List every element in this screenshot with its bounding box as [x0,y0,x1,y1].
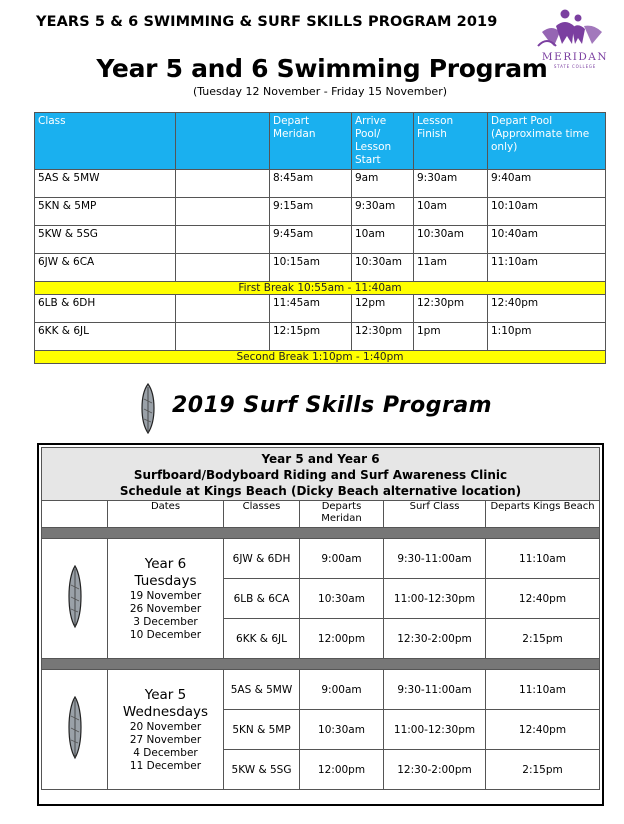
group-date: 11 December [129,759,202,772]
cell-lesson-finish: 11am [414,254,488,282]
cell-departs-meridan: 12:00pm [300,750,384,790]
cell-depart-pool: 1:10pm [488,323,606,351]
separator-bar [42,659,600,670]
cell-depart-meridan: 8:45am [270,170,352,198]
group-year: Year 6 [144,555,187,572]
cell-depart-meridan: 10:15am [270,254,352,282]
table-row [35,295,606,323]
cell-departs-meridan: 10:30am [300,710,384,750]
cell-classes: 5AS & 5MW [224,670,300,710]
cell-surf-class: 12:30-2:00pm [384,619,486,659]
swimming-schedule-table [34,112,606,364]
cell-arrive-pool: 10:30am [352,254,414,282]
first-break-row [35,282,606,295]
cell-arrive-pool: 12pm [352,295,414,323]
group-separator [42,528,600,539]
col-header-departs-meridan: Departs Meridan [300,501,384,528]
cell-surf-class: 11:00-12:30pm [384,710,486,750]
group-dates [108,670,224,790]
cell-departs-kings-beach: 11:10am [486,539,600,579]
group-date: 27 November [129,733,202,746]
group-day: Wednesdays [122,703,209,720]
cell-departs-kings-beach: 12:40pm [486,579,600,619]
cell-classes: 6LB & 6CA [224,579,300,619]
group-day: Tuesdays [134,572,197,589]
group-separator [42,659,600,670]
cell-class: 6KK & 6JL [35,323,176,351]
cell-depart-meridan: 9:15am [270,198,352,226]
surf-heading-line: Schedule at Kings Beach (Dicky Beach alternative location) [119,484,522,498]
cell-surf-class: 11:00-12:30pm [384,579,486,619]
cell-depart-pool: 10:40am [488,226,606,254]
cell-class: 6LB & 6DH [35,295,176,323]
table-row [35,198,606,226]
cell-blank [176,295,270,323]
cell-lesson-finish: 9:30am [414,170,488,198]
table-row [42,670,600,710]
table-row [35,323,606,351]
cell-classes: 5KN & 5MP [224,710,300,750]
cell-blank [176,198,270,226]
header-lesson-finish: Lesson Finish [414,113,488,170]
cell-blank [176,254,270,282]
first-break-row-label: First Break 10:55am - 11:40am [35,282,606,295]
surf-heading-line: Year 5 and Year 6 [261,452,380,466]
cell-surf-class: 12:30-2:00pm [384,750,486,790]
cell-departs-kings-beach: 2:15pm [486,619,600,659]
swim-header-row [35,113,606,170]
surfboard-icon [137,383,159,435]
swimming-program-dates: (Tuesday 12 November - Friday 15 November) [192,85,448,98]
col-header-surf-class: Surf Class [384,501,486,528]
cell-lesson-finish: 12:30pm [414,295,488,323]
cell-class: 6JW & 6CA [35,254,176,282]
second-break-row-label: Second Break 1:10pm - 1:40pm [35,351,606,364]
cell-class: 5KN & 5MP [35,198,176,226]
table-row [35,226,606,254]
header-depart-meridan: Depart Meridan [270,113,352,170]
table-row [42,539,600,579]
surf-schedule-table [41,447,600,790]
cell-departs-meridan: 9:00am [300,539,384,579]
cell-departs-meridan: 12:00pm [300,619,384,659]
cell-classes: 5KW & 5SG [224,750,300,790]
surf-program-title: 2019 Surf Skills Program [172,393,493,418]
surf-heading [42,448,600,501]
cell-departs-kings-beach: 12:40pm [486,710,600,750]
surfboard-icon [42,539,108,659]
cell-blank [176,226,270,254]
cell-depart-pool: 11:10am [488,254,606,282]
group-date: 4 December [133,746,198,759]
surf-heading-row [42,448,600,501]
header-arrive-pool: Arrive Pool/ Lesson Start [352,113,414,170]
cell-arrive-pool: 12:30pm [352,323,414,351]
cell-classes: 6JW & 6DH [224,539,300,579]
cell-arrive-pool: 9am [352,170,414,198]
cell-classes: 6KK & 6JL [224,619,300,659]
table-row [35,254,606,282]
table-row [35,170,606,198]
cell-depart-pool: 10:10am [488,198,606,226]
cell-lesson-finish: 10:30am [414,226,488,254]
group-date: 3 December [133,615,198,628]
logo-wordmark: MERIDAN [541,51,609,63]
cell-blank [176,323,270,351]
swimming-program-title: Year 5 and 6 Swimming Program [96,54,548,83]
cell-depart-pool: 9:40am [488,170,606,198]
group-year: Year 5 [144,686,187,703]
cell-blank [176,170,270,198]
cell-depart-meridan: 9:45am [270,226,352,254]
col-header-classes: Classes [224,501,300,528]
cell-class: 5AS & 5MW [35,170,176,198]
header-blank [176,113,270,170]
surf-heading-line: Surfboard/Bodyboard Riding and Surf Awareness Clinic [133,468,508,482]
cell-arrive-pool: 9:30am [352,198,414,226]
surfboard-icon [42,670,108,790]
group-date: 26 November [129,602,202,615]
second-break-row [35,351,606,364]
cell-departs-meridan: 10:30am [300,579,384,619]
logo-subtitle: STATE COLLEGE [553,64,597,69]
cell-departs-kings-beach: 2:15pm [486,750,600,790]
group-dates [108,539,224,659]
cell-surf-class: 9:30-11:00am [384,670,486,710]
cell-departs-meridan: 9:00am [300,670,384,710]
surf-column-header-row [42,501,600,528]
separator-bar [42,528,600,539]
cell-arrive-pool: 10am [352,226,414,254]
cell-surf-class: 9:30-11:00am [384,539,486,579]
cell-class: 5KW & 5SG [35,226,176,254]
col-header-departs-kings-beach: Departs Kings Beach [486,501,600,528]
cell-lesson-finish: 10am [414,198,488,226]
cell-depart-pool: 12:40pm [488,295,606,323]
group-date: 20 November [129,720,202,733]
header-class: Class [35,113,176,170]
col-header-blank [42,501,108,528]
col-header-dates: Dates [108,501,224,528]
cell-lesson-finish: 1pm [414,323,488,351]
document-header: YEARS 5 & 6 SWIMMING & SURF SKILLS PROGRAM 2019 [36,14,498,30]
group-date: 19 November [129,589,202,602]
cell-depart-meridan: 12:15pm [270,323,352,351]
cell-depart-meridan: 11:45am [270,295,352,323]
header-depart-pool: Depart Pool (Approximate time only) [488,113,606,170]
cell-departs-kings-beach: 11:10am [486,670,600,710]
group-date: 10 December [129,628,202,641]
